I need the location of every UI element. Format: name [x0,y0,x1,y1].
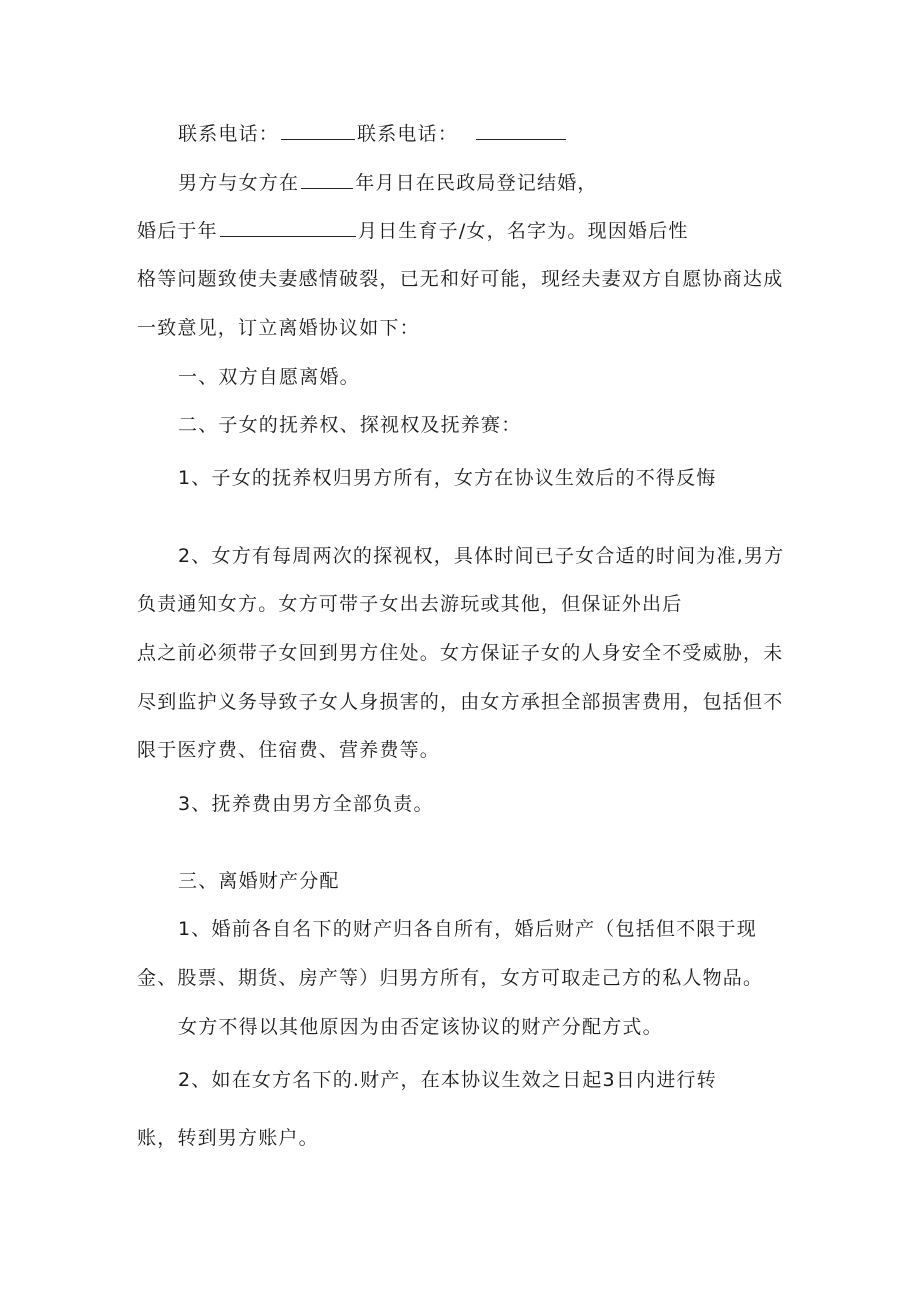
child-birth-line [137,218,689,243]
section-heading: 一、双方自愿离婚。 [178,366,360,388]
contact-phone-label-1: 联系电话： [178,123,280,145]
clause-line: 负责通知女方。女方可带子女出去游玩或其他，但保证外出后 [137,593,683,615]
clause-line: 尽到监护义务导致子女人身损害的，由女方承担全部损害费用，包括但不 [137,691,784,713]
marriage-registration-text-2: 年月日在民政局登记结婚， [355,172,598,194]
clause-line: 账，转到男方账户。 [137,1127,319,1149]
clause-line: 金、股票、期货、房产等）归男方所有，女方可取走己方的私人物品。 [137,967,764,989]
marriage-registration-line [178,170,598,195]
clause-line: 点之前必须带子女回到男方住处。女方保证子女的人身安全不受威胁，未 [137,642,784,664]
paragraph-line: 一致意见，订立离婚协议如下： [137,317,420,339]
paragraph-line: 格等问题致使夫妻感情破裂，已无和好可能，现经夫妻双方自愿协商达成 [137,268,784,290]
clause-line: 2、如在女方名下的.财产，在本协议生效之日起3日内进行转 [178,1069,717,1091]
contact-phone-blank-2 [476,121,566,140]
child-birth-year-blank [220,218,356,237]
clause-line: 女方不得以其他原因为由否定该协议的财产分配方式。 [178,1016,663,1038]
section-heading: 三、离婚财产分配 [178,870,340,892]
clause-line: 3、抚养费由男方全部负责。 [178,793,434,815]
clause-line: 2、女方有每周两次的探视权，具体时间已子女合适的时间为准,男方 [178,545,785,567]
clause-line: 1、婚前各自名下的财产归各自所有，婚后财产（包括但不限于现 [178,918,757,940]
contact-phone-blank-1 [281,121,355,140]
child-birth-text-2: 月日生育子/女，名字为。现因婚后性 [357,220,689,242]
contact-phone-line [178,121,568,146]
marriage-registration-text-1: 男方与女方在 [178,172,300,194]
marriage-year-blank [301,170,353,189]
clause-line: 限于医疗费、住宿费、营养费等。 [137,739,441,761]
contact-phone-label-2: 联系电话： [357,123,459,145]
clause-line: 1、子女的抚养权归男方所有，女方在协议生效后的不得反悔 [178,467,717,489]
section-heading: 二、子女的抚养权、探视权及抚养赛： [178,414,522,436]
child-birth-text-1: 婚后于年 [137,220,218,242]
